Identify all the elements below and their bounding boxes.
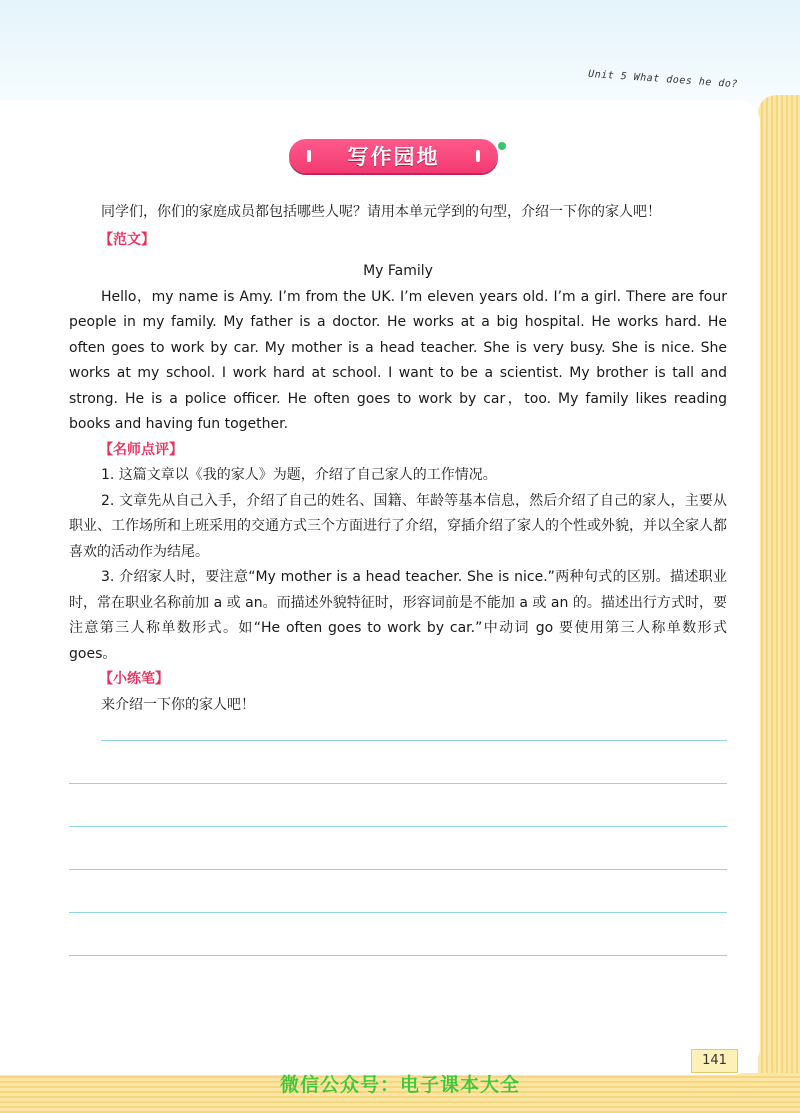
practice-instruction: 来介绍一下你的家人吧！ [101, 696, 255, 713]
writing-line[interactable] [69, 869, 727, 870]
banner-decor-right [476, 150, 480, 162]
review-heading: 【名师点评】 [99, 441, 183, 458]
writing-line[interactable] [69, 955, 727, 956]
writing-prompt: 同学们，你们的家庭成员都包括哪些人呢？请用本单元学到的句型，介绍一下你的家人吧！ [101, 204, 661, 220]
writing-lines [69, 740, 727, 998]
writing-line[interactable] [101, 740, 727, 741]
section-title-banner [289, 139, 498, 173]
section-title: 写作园地 [347, 145, 440, 169]
page-edge-right [758, 95, 800, 1113]
writing-line[interactable] [69, 783, 727, 784]
writing-line[interactable] [69, 912, 727, 913]
practice-heading: 【小练笔】 [99, 671, 169, 687]
sample-body: Hello，my name is Amy. I’m from the UK. I’m eleven years old. I’m a girl. There are four people in my family. My father is a doctor. He works at a big hospital. He works hard. He often goes to work by car. My mother is a head teacher. She is very busy. She is nice. She works at my school. I work hard at school. I want to be a scientist. My brother is tall and strong. He is a police officer. He often goes to work by car，too. My family likes reading books and having fun together. [69, 288, 727, 432]
writing-line[interactable] [69, 826, 727, 827]
sample-title: My Family [363, 263, 433, 279]
unit-header: Unit 5 What does he do? [587, 68, 739, 91]
review-point-2: 2. 文章先从自己入手，介绍了自己的姓名、国籍、年龄等基本信息，然后介绍了自己的家人，主要从职业、工作场所和上班采用的交通方式三个方面进行了介绍，穿插介绍了家人的个性或外貌，并以全家人都喜欢的活动作为结尾。 [69, 492, 727, 560]
decor-dot-right-green [498, 142, 506, 150]
page-number: 141 [691, 1049, 738, 1073]
review-point-3: 3. 介绍家人时，要注意“My mother is a head teacher. She is nice.”两种句式的区别。描述职业时，常在职业名称前加 a 或 an。而描述外貌特征时，形容词前是不能加 a 或 an 的。描述出行方式时，要注意第三人称单数形式。如“He often goes to work by car.”中动词 go 要使用第三人称单数形式 goes。 [69, 569, 727, 662]
review-point-1: 1. 这篇文章以《我的家人》为题，介绍了自己家人的工作情况。 [101, 467, 497, 483]
watermark-text: 微信公众号：电子课本大全 [279, 1074, 520, 1096]
main-content [69, 200, 727, 718]
banner-decor-left [307, 150, 311, 162]
sample-heading: 【范文】 [99, 231, 155, 248]
